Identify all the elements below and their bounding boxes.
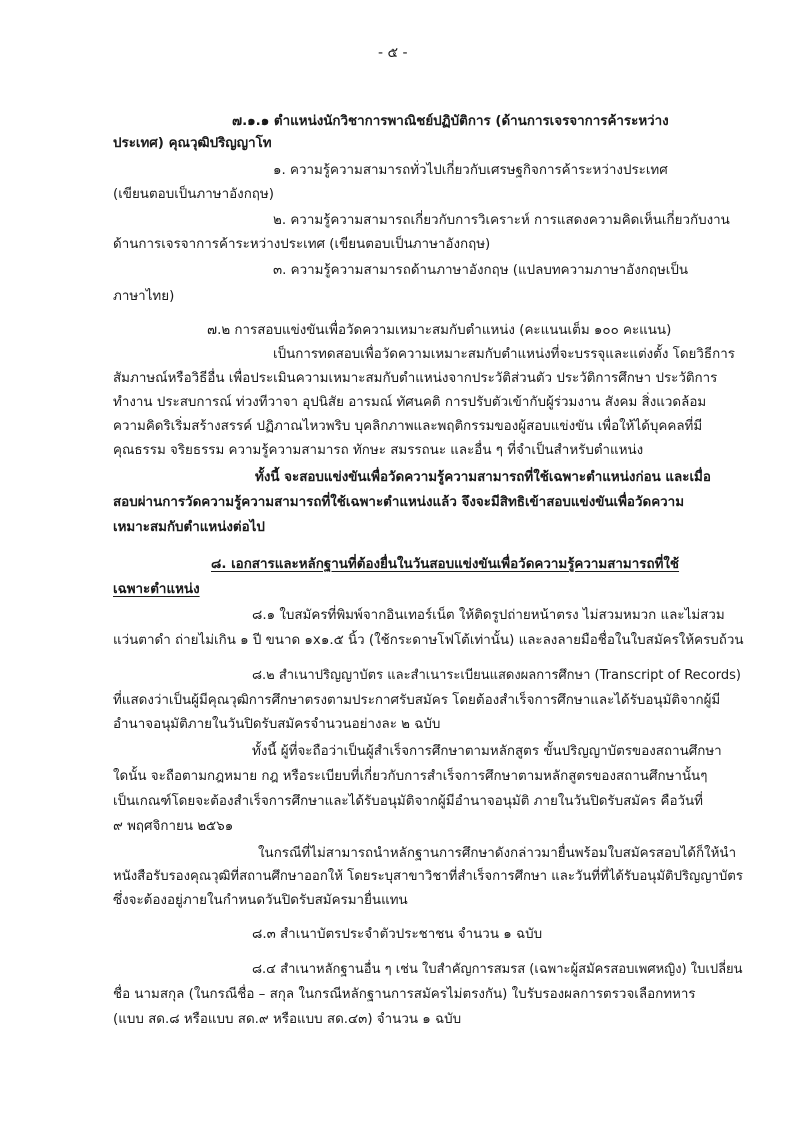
section-72-note-line2: สอบผ่านการวัดความรู้ความสามารถที่ใช้เฉพาะตำแหน่งแล้ว จึงจะมีสิทธิเข้าสอบแข่งขันเพื่อวัดความ: [113, 495, 685, 510]
item-81-line2: แว่นตาดำ ถ่ายไม่เกิน ๑ ปี ขนาด ๑x๑.๕ นิ้ว (ใช้กระดาษโฟโต้เท่านั้น) และลงลายมือชื่อในใบสมัครให้ครบถ้วน: [113, 633, 744, 648]
section-711-title-line2: ประเทศ) คุณวุฒิปริญญาโท: [113, 136, 272, 151]
note-graduation-line3: เป็นเกณฑ์โดยจะต้องสำเร็จการศึกษาและได้รับอนุมัติจากผู้มีอำนาจอนุมัติ ภายในวันปิดรับสมัคร คือวันที่: [113, 794, 704, 809]
item-3-line1: ๓. ความรู้ความสามารถด้านภาษาอังกฤษ (แปลบทความภาษาอังกฤษเป็น: [273, 263, 689, 278]
section-8-heading-line1: ๘. เอกสารและหลักฐานที่ต้องยื่นในวันสอบแข่งขันเพื่อวัดความรู้ความสามารถที่ใช้: [211, 557, 680, 572]
section-72-heading: ๗.๒ การสอบแข่งขันเพื่อวัดความเหมาะสมกับตำแหน่ง (คะแนนเต็ม ๑๐๐ คะแนน): [207, 323, 672, 338]
section-72-para-line1: เป็นการทดสอบเพื่อวัดความเหมาะสมกับตำแหน่งที่จะบรรจุและแต่งตั้ง โดยวิธีการ: [273, 347, 735, 362]
section-8-heading-line2: เฉพาะตำแหน่ง: [113, 582, 200, 597]
item-84-line1: ๘.๔ สำเนาหลักฐานอื่น ๆ เช่น ใบสำคัญการสมรส (เฉพาะผู้สมัครสอบเพศหญิง) ใบเปลี่ยน: [252, 962, 743, 977]
item-3-line2: ภาษาไทย): [113, 289, 175, 304]
section-72-note-line3: เหมาะสมกับตำแหน่งต่อไป: [113, 520, 265, 535]
item-2-line2: ด้านการเจรจาการค้าระหว่างประเทศ (เขียนตอบเป็นภาษาอังกฤษ): [113, 237, 491, 252]
item-1-line1: ๑. ความรู้ความสามารถทั่วไปเกี่ยวกับเศรษฐกิจการค้าระหว่างประเทศ: [273, 163, 668, 178]
note-graduation-line2: ใดนั้น จะถือตามกฎหมาย กฎ หรือระเบียบที่เกี่ยวกับการสำเร็จการศึกษาตามหลักสูตรของสถานศึกษานั้นๆ: [113, 769, 708, 784]
item-2-line1: ๒. ความรู้ความสามารถเกี่ยวกับการวิเคราะห์ การแสดงความคิดเห็นเกี่ยวกับงาน: [273, 213, 730, 228]
section-72-para-line2: สัมภาษณ์หรือวิธีอื่น เพื่อประเมินความเหมาะสมกับตำแหน่งจากประวัติส่วนตัว ประวัติการศึกษา ประวัติการ: [113, 371, 718, 386]
item-1-line2: (เขียนตอบเป็นภาษาอังกฤษ): [113, 187, 274, 202]
section-72-para-line3: ทำงาน ประสบการณ์ ท่วงทีวาจา อุปนิสัย อารมณ์ ทัศนคติ การปรับตัวเข้ากับผู้ร่วมงาน สังคม สิ่งแวดล้อม: [113, 395, 707, 410]
section-72-para-line4: ความคิดริเริ่มสร้างสรรค์ ปฏิภาณไหวพริบ บุคลิกภาพและพฤติกรรมของผู้สอบแข่งขัน เพื่อให้ได้บุคคลที่มี: [113, 419, 703, 434]
item-81-line1: ๘.๑ ใบสมัครที่พิมพ์จากอินเทอร์เน็ต ให้ติดรูปถ่ายหน้าตรง ไม่สวมหมวก และไม่สวม: [252, 608, 725, 623]
section-72-para-line5: คุณธรรม จริยธรรม ความรู้ความสามารถ ทักษะ สมรรถนะ และอื่น ๆ ที่จำเป็นสำหรับตำแหน่ง: [113, 443, 644, 458]
page-number: - ๕ -: [378, 45, 408, 61]
item-83: ๘.๓ สำเนาบัตรประจำตัวประชาชน จำนวน ๑ ฉบับ: [252, 927, 543, 942]
section-72-note-line1: ทั้งนี้ จะสอบแข่งขันเพื่อวัดความรู้ความสามารถที่ใช้เฉพาะตำแหน่งก่อน และเมื่อ: [255, 470, 711, 485]
note-graduation-line1: ทั้งนี้ ผู้ที่จะถือว่าเป็นผู้สำเร็จการศึกษาตามหลักสูตร ขั้นปริญญาบัตรของสถานศึกษา: [252, 744, 722, 759]
item-82-line3: อำนาจอนุมัติภายในวันปิดรับสมัครจำนวนอย่างละ ๒ ฉบับ: [113, 717, 441, 732]
item-84-line3: (แบบ สด.๘ หรือแบบ สด.๙ หรือแบบ สด.๔๓) จำนวน ๑ ฉบับ: [113, 1012, 462, 1027]
note-graduation-line4: ๙ พฤศจิกายน ๒๕๖๑: [113, 819, 234, 834]
item-84-line2: ชื่อ นามสกุล (ในกรณีชื่อ – สกุล ในกรณีหลักฐานการสมัครไม่ตรงกัน) ใบรับรองผลการตรวจเลือกทหาร: [113, 987, 696, 1002]
item-82-line2: ที่แสดงว่าเป็นผู้มีคุณวุฒิการศึกษาตรงตามประกาศรับสมัคร โดยต้องสำเร็จการศึกษาและได้รับอนุมัติจากผู้มี: [113, 693, 721, 708]
item-82-line1: ๘.๒ สำเนาปริญญาบัตร และสำเนาระเบียนแสดงผลการศึกษา (Transcript of Records): [252, 668, 741, 683]
note-certificate-line3: ซึ่งจะต้องอยู่ภายในกำหนดวันปิดรับสมัครมายื่นแทน: [113, 893, 408, 908]
note-certificate-line1: ในกรณีที่ไม่สามารถนำหลักฐานการศึกษาดังกล่าวมายื่นพร้อมใบสมัครสอบได้ก็ให้นำ: [258, 846, 737, 861]
note-certificate-line2: หนังสือรับรองคุณวุฒิที่สถานศึกษาออกให้ โดยระบุสาขาวิชาที่สำเร็จการศึกษา และวันที่ที่ได้รับอนุมัติปริญญาบัตร: [113, 869, 743, 884]
section-711-title-line1: ๗.๑.๑ ตำแหน่งนักวิชาการพาณิชย์ปฏิบัติการ (ด้านการเจรจาการค้าระหว่าง: [232, 114, 669, 129]
